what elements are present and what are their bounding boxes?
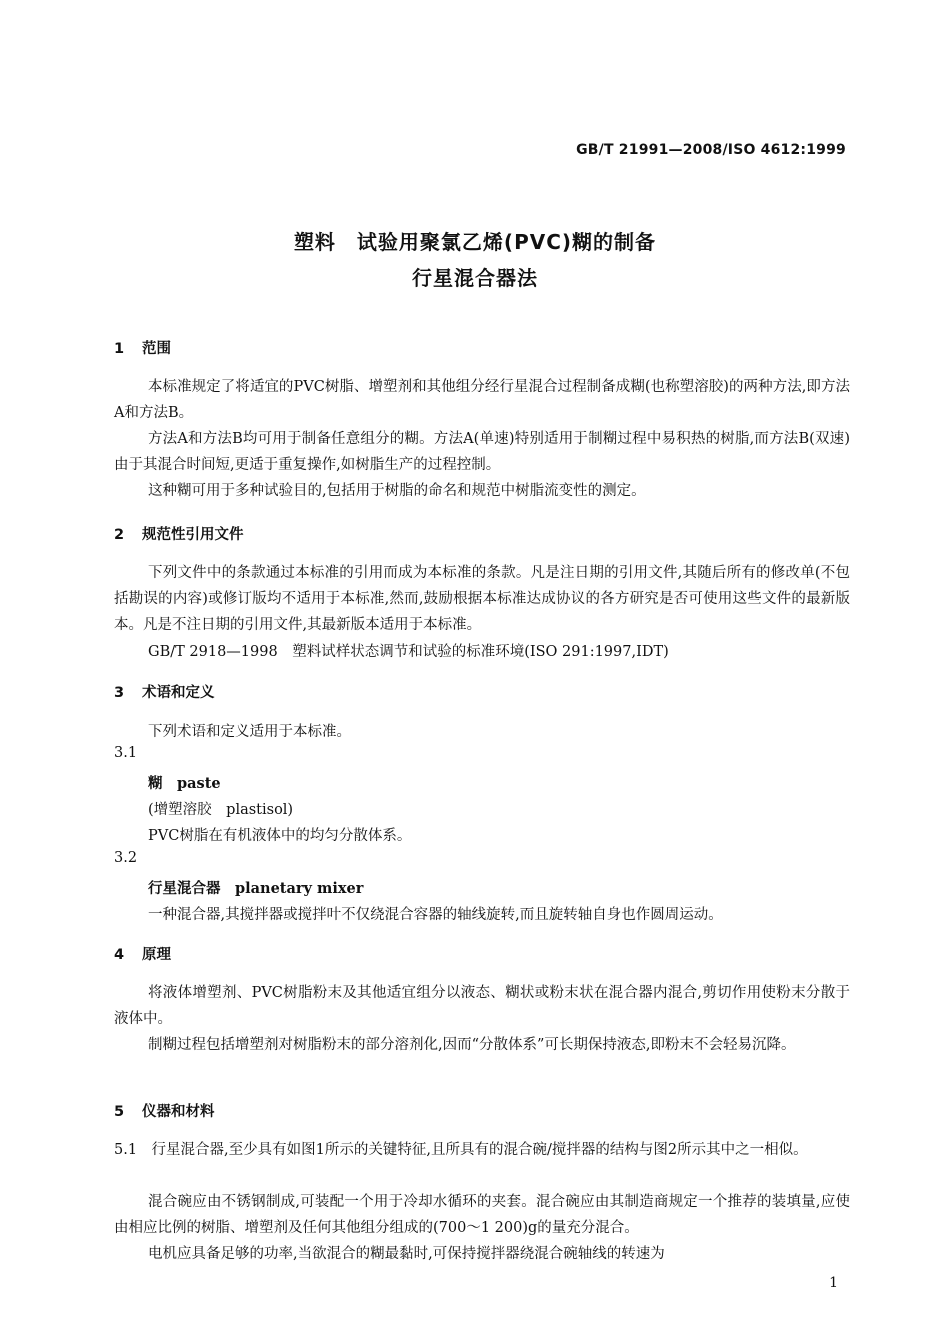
document-title: 塑料 试验用聚氯乙烯(PVC)糊的制备 [293, 230, 657, 254]
paragraph: 5.1 行星混合器,至少具有如图1所示的关键特征,且所具有的混合碗/搅拌器的结构与图2所示其中之一相似。 [114, 1142, 808, 1158]
section-title: 范围 [142, 341, 171, 357]
term-name: 糊 paste [148, 775, 221, 792]
section-title: 术语和定义 [142, 685, 215, 701]
section-2-heading [114, 523, 244, 544]
paragraph: 下列术语和定义适用于本标准。 [148, 724, 351, 740]
section-title: 规范性引用文件 [142, 527, 244, 543]
paragraph: 本标准规定了将适宜的PVC树脂、增塑剂和其他组分经行星混合过程制备成糊(也称塑溶胶)的两种方法,即方法A和方法B。 [114, 379, 850, 421]
paragraph: 方法A和方法B均可用于制备任意组分的糊。方法A(单速)特别适用于制糊过程中易积热的树脂,而方法B(双速)由于其混合时间短,更适于重复操作,如树脂生产的过程控制。 [114, 431, 850, 473]
paragraph: 制糊过程包括增塑剂对树脂粉末的部分溶剂化,因而“分散体系”可长期保持液态,即粉末不会轻易沉降。 [148, 1037, 796, 1053]
normative-reference: GB/T 2918—1998 塑料试样状态调节和试验的标准环境(ISO 291:1997,IDT) [148, 644, 669, 660]
term-number: 3.2 [114, 850, 138, 866]
paragraph: 将液体增塑剂、PVC树脂粉末及其他适宜组分以液态、糊状或粉末状在混合器内混合,剪切作用使粉末分散于液体中。 [114, 985, 850, 1027]
page-number: 1 [829, 1275, 838, 1291]
section-number: 1 [114, 341, 125, 357]
paragraph: 电机应具备足够的功率,当欲混合的糊最黏时,可保持搅拌器绕混合碗轴线的转速为 [148, 1246, 665, 1262]
section-4-heading [114, 943, 171, 964]
section-5-heading [114, 1100, 215, 1121]
term-definition: 一种混合器,其搅拌器或搅拌叶不仅绕混合容器的轴线旋转,而且旋转轴自身也作圆周运动。 [148, 907, 723, 923]
term-number: 3.1 [114, 745, 138, 761]
section-title: 原理 [142, 947, 171, 963]
standard-code: GB/T 21991—2008/ISO 4612:1999 [576, 142, 846, 158]
section-title: 仪器和材料 [142, 1104, 215, 1120]
term-name: 行星混合器 planetary mixer [148, 880, 364, 897]
section-3-heading [114, 681, 215, 702]
document-subtitle: 行星混合器法 [412, 266, 538, 290]
term-definition: PVC树脂在有机液体中的均匀分散体系。 [148, 828, 412, 844]
section-number: 3 [114, 685, 125, 701]
paragraph: 混合碗应由不锈钢制成,可装配一个用于冷却水循环的夹套。混合碗应由其制造商规定一个推荐的装填量,应使由相应比例的树脂、增塑剂及任何其他组分组成的(700～1 200)g的量充分混合。 [114, 1194, 850, 1236]
section-number: 5 [114, 1104, 125, 1120]
term-alternate: (增塑溶胶 plastisol) [148, 802, 294, 818]
section-number: 4 [114, 947, 125, 963]
paragraph: 这种糊可用于多种试验目的,包括用于树脂的命名和规范中树脂流变性的测定。 [148, 483, 646, 499]
section-1-heading [114, 337, 171, 358]
section-number: 2 [114, 527, 125, 543]
paragraph: 下列文件中的条款通过本标准的引用而成为本标准的条款。凡是注日期的引用文件,其随后所有的修改单(不包括勘误的内容)或修订版均不适用于本标准,然而,鼓励根据本标准达成协议的各方研究是否可使用这些文件的最新版本。凡是不注日期的引用文件,其最新版本适用于本标准。 [114, 565, 850, 633]
